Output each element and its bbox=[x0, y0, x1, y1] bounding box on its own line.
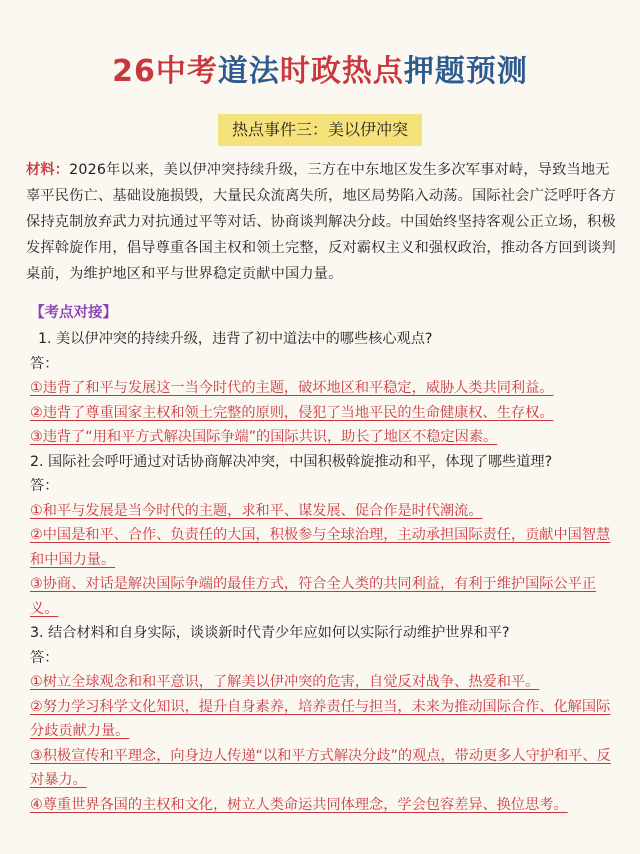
answer-3-2: ②努力学习科学文化知识，提升自身素养，培养责任与担当，未来为推动国际合作、化解国际分歧贡献力量。 bbox=[30, 698, 611, 739]
answer-2-1: ①和平与发展是当今时代的主题，求和平、谋发展、促合作是时代潮流。 bbox=[30, 502, 483, 519]
material-text: 2026年以来，美以伊冲突持续升级，三方在中东地区发生多次军事对峙，导致当地无辜平民伤亡、基础设施损毁，大量民众流离失所，地区局势陷入动荡。国际社会广泛呼吁各方保持克制放弃武力对抗通过平等对话、协商谈判解决分歧。中国始终坚持客观公正立场，积极发挥斡旋作用，倡导尊重各国主权和领土完整，反对霸权主义和强权政治，推动各方回到谈判桌前，为维护地区和平与世界稳定贡献中国力量。 bbox=[26, 162, 616, 282]
answer-1-3: ③违背了“用和平方式解决国际争端”的国际共识，助长了地区不稳定因素。 bbox=[30, 429, 498, 445]
topic-badge: 热点事件三：美以伊冲突 bbox=[218, 114, 422, 146]
question-3: 3. 结合材料和自身实际，谈谈新时代青少年应如何以实际行动维护世界和平? bbox=[30, 625, 510, 641]
topic-badge-wrap bbox=[0, 114, 640, 146]
page-title bbox=[0, 52, 640, 92]
answer-3-3: ③积极宣传和平理念，向身边人传递“以和平方式解决分歧”的观点，带动更多人守护和平、反对暴力。 bbox=[30, 747, 611, 788]
title-part-3: 时政热点 bbox=[279, 54, 404, 89]
answer-1-2: ②违背了尊重国家主权和领土完整的原则，侵犯了当地平民的生命健康权、生存权。 bbox=[30, 404, 554, 421]
section-title: 【考点对接】 bbox=[30, 305, 117, 321]
material-label: 材料： bbox=[26, 162, 70, 178]
answer-label-1: 答： bbox=[30, 355, 59, 372]
question-1: 1. 美以伊冲突的持续升级，违背了初中道法中的哪些核心观点? bbox=[38, 331, 433, 347]
answer-label-3: 答： bbox=[30, 649, 59, 666]
answer-3-4: ④尊重世界各国的主权和文化，树立人类命运共同体理念，学会包容差异、换位思考。 bbox=[30, 796, 568, 813]
material-paragraph bbox=[26, 157, 616, 287]
answer-label-2: 答： bbox=[30, 478, 59, 494]
qa-list bbox=[30, 327, 616, 817]
question-2: 2. 国际社会呼吁通过对话协商解决冲突，中国积极斡旋推动和平，体现了哪些道理? bbox=[30, 453, 553, 470]
title-part-2: 道法 bbox=[217, 54, 280, 89]
answer-3-1: ①树立全球观念和和平意识，了解美以伊冲突的危害，自觉反对战争、热爱和平。 bbox=[30, 674, 540, 690]
title-part-4: 押题预测 bbox=[403, 54, 528, 89]
title-part-1: 26中考 bbox=[112, 54, 218, 89]
answer-2-2: ②中国是和平、合作、负责任的大国，积极参与全球治理，主动承担国际责任，贡献中国智慧和中国力量。 bbox=[30, 527, 611, 568]
answer-2-3: ③协商、对话是解决国际争端的最佳方式，符合全人类的共同利益，有利于维护国际公平正义。 bbox=[30, 576, 597, 617]
answer-1-1: ①违背了和平与发展这一当今时代的主题，破坏地区和平稳定，威胁人类共同利益。 bbox=[30, 380, 554, 396]
